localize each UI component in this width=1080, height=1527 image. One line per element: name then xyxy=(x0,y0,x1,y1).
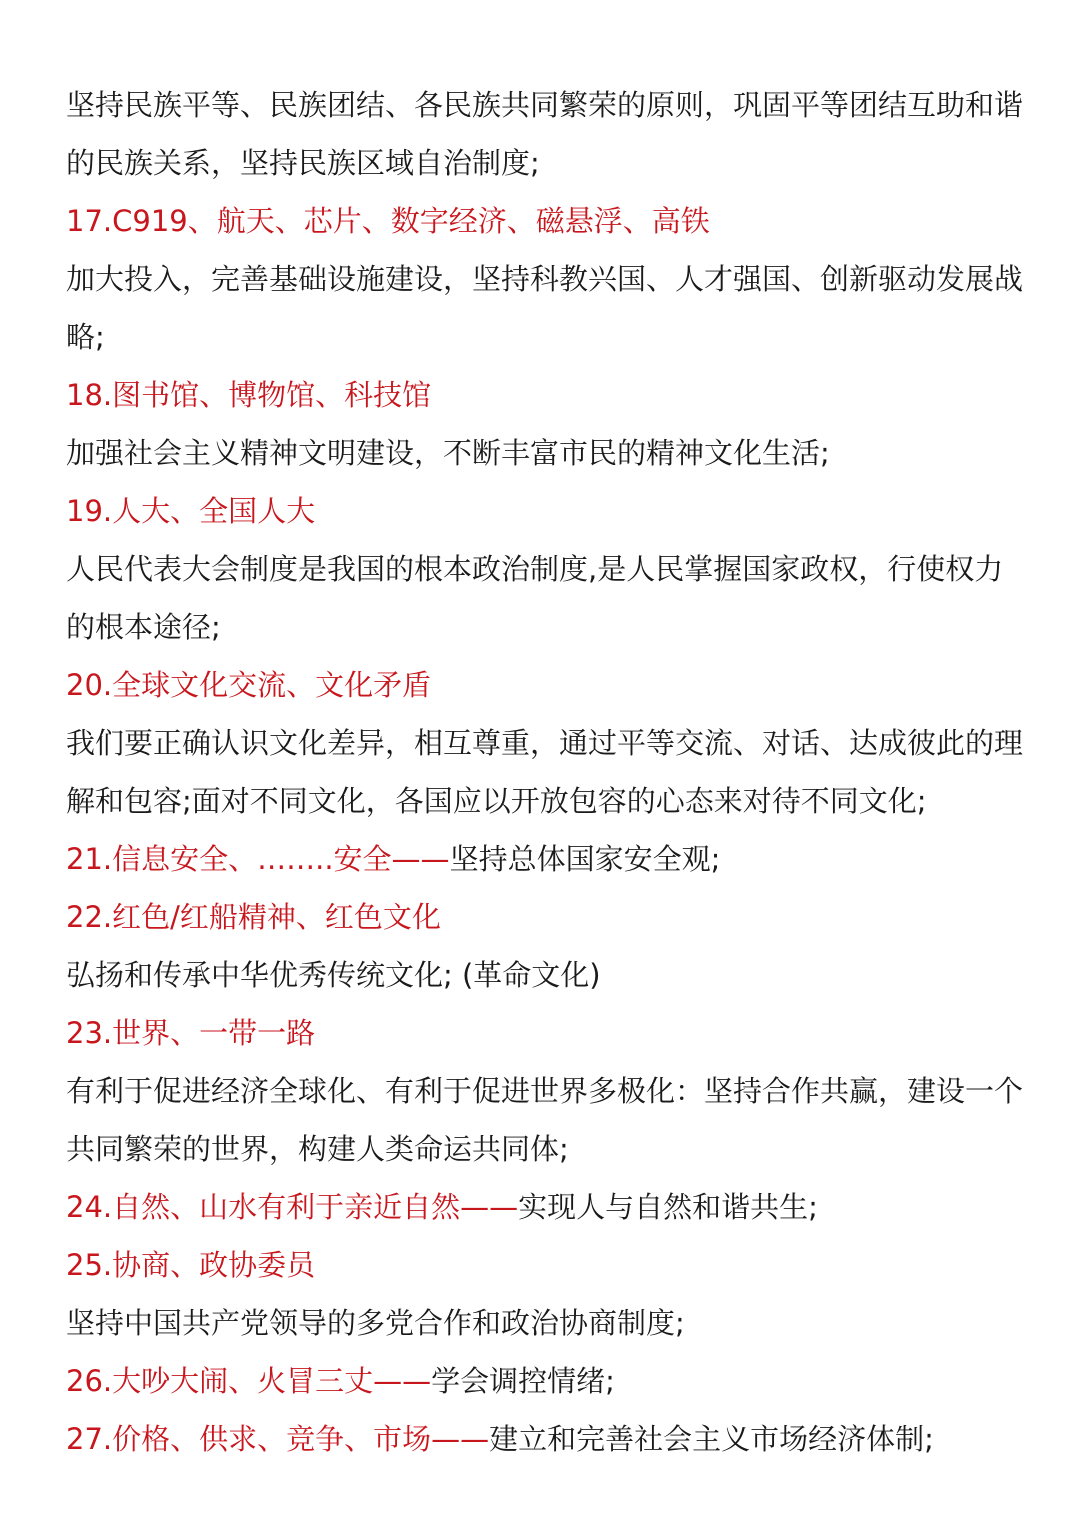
item-26-answer: 学会调控情绪; xyxy=(431,1364,615,1398)
item-24-heading: 24.自然、山水有利于亲近自然—— xyxy=(66,1190,519,1224)
item-21-line xyxy=(66,830,1026,888)
item-17-heading: 17.C919、航天、芯片、数字经济、磁悬浮、高铁 xyxy=(66,204,710,238)
item-18-heading: 18.图书馆、博物馆、科技馆 xyxy=(66,378,432,412)
item-25-answer: 坚持中国共产党领导的多党合作和政治协商制度; xyxy=(66,1306,685,1340)
item-25-heading: 25.协商、政协委员 xyxy=(66,1248,316,1282)
item-24-answer: 实现人与自然和谐共生; xyxy=(518,1190,818,1224)
intro-answer: 坚持民族平等、民族团结、各民族共同繁荣的原则，巩固平等团结互助和谐的民族关系，坚持民族区域自治制度; xyxy=(66,88,1024,180)
item-19-answer: 人民代表大会制度是我国的根本政治制度,是人民掌握国家政权，行使权力的根本途径; xyxy=(66,552,1004,644)
item-20-answer: 我们要正确认识文化差异，相互尊重，通过平等交流、对话、达成彼此的理解和包容;面对不同文化，各国应以开放包容的心态来对待不同文化; xyxy=(66,726,1024,818)
item-17-answer: 加大投入，完善基础设施建设，坚持科教兴国、人才强国、创新驱动发展战略; xyxy=(66,262,1024,354)
item-19-heading: 19.人大、全国人大 xyxy=(66,494,316,528)
item-18-answer: 加强社会主义精神文明建设，不断丰富市民的精神文化生活; xyxy=(66,436,830,470)
item-26-line xyxy=(66,1352,1026,1410)
item-22-heading: 22.红色/红船精神、红色文化 xyxy=(66,900,441,934)
item-27-line xyxy=(66,1410,1026,1468)
item-27-heading: 27.价格、供求、竞争、市场—— xyxy=(66,1422,490,1456)
item-20-heading: 20.全球文化交流、文化矛盾 xyxy=(66,668,432,702)
item-27-answer: 建立和完善社会主义市场经济体制; xyxy=(489,1422,934,1456)
item-22-answer: 弘扬和传承中华优秀传统文化; (革命文化) xyxy=(66,958,601,992)
item-23-heading: 23.世界、一带一路 xyxy=(66,1016,316,1050)
item-23-answer: 有利于促进经济全球化、有利于促进世界多极化：坚持合作共赢，建设一个共同繁荣的世界，构建人类命运共同体; xyxy=(66,1074,1024,1166)
item-26-heading: 26.大吵大闹、火冒三丈—— xyxy=(66,1364,432,1398)
item-24-line xyxy=(66,1178,1026,1236)
item-21-answer: 坚持总体国家安全观; xyxy=(449,842,721,876)
document-content xyxy=(66,76,1026,1468)
item-21-heading: 21.信息安全、……..安全—— xyxy=(66,842,450,876)
